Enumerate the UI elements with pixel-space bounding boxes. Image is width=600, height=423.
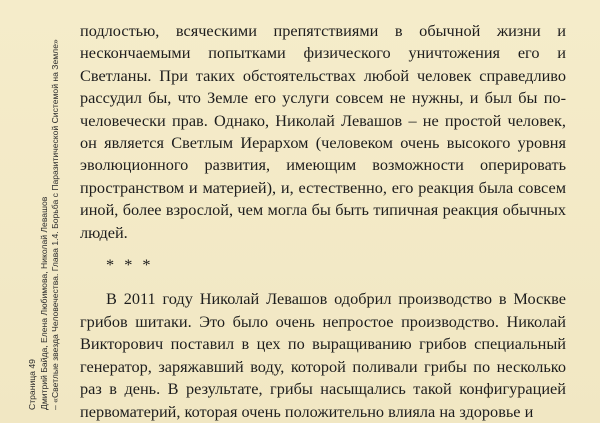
main-text [80, 20, 566, 423]
book-chapter: – «Светлые звезда Человечества. Глава 1.4. Борьба с Паразитической Системой на Земле» [50, 39, 60, 410]
paragraph: В 2011 году Николай Левашов одобрил производство в Москве грибов шитаки. Это было очень непростое производство. Николай Викторович поставил в цех по выращиванию грибов специальный генератор, заряжавший воду, которой поливали грибы по несколько раз в день. В результате, грибы насыщались такой конфигурацией первоматерий, которая очень положительно влияла на здоровье и [80, 289, 566, 421]
page-number: Страница 49 [27, 359, 37, 410]
section-separator: * * * [106, 255, 154, 275]
side-caption-text [27, 39, 62, 410]
book-authors: Дмитрий Байда, Елена Любимова, Николай Левашов [38, 196, 49, 410]
paragraph: подлостью, всяческими препятствиями в обычной жизни и нескончаемыми попытками физического уничтожения его и Светланы. При таких обстоятельствах любой человек справедливо рассудил бы, что Земле его услуги совсем не нужны, и был бы по-человечески прав. Однако, Николай Левашов – не простой человек, он является Светлым Иерархом (человеком очень высокого уровня эволюционного развития, имеющим возможности оперировать пространством и материей), и, естественно, его реакция была совсем иной, более взрослой, чем могла бы быть типичная реакция обычных людей. [80, 21, 566, 242]
side-caption [2, 0, 60, 423]
